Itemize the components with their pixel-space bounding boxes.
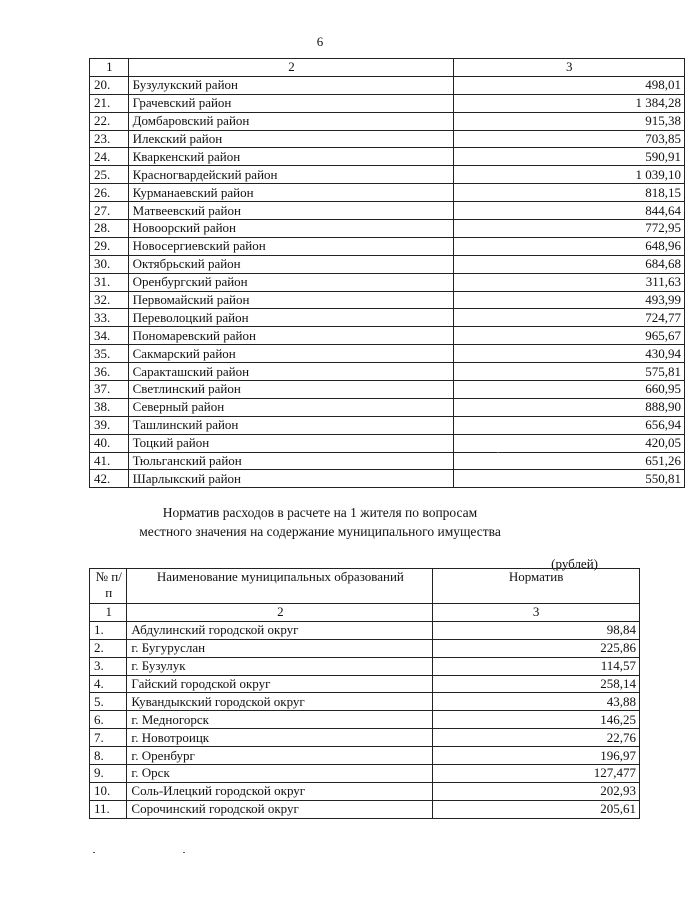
district-name: Грачевский район xyxy=(128,94,454,112)
table-row xyxy=(90,237,685,255)
scan-speck xyxy=(497,452,499,453)
norm-value: 498,01 xyxy=(454,76,685,94)
table-row xyxy=(90,398,685,416)
row-number: 30. xyxy=(90,255,129,273)
municipality-name: г. Бузулук xyxy=(127,657,433,675)
district-name: Ташлинский район xyxy=(128,416,454,434)
row-number: 27. xyxy=(90,202,129,220)
row-number: 29. xyxy=(90,237,129,255)
district-name: Тоцкий район xyxy=(128,434,454,452)
district-name: Первомайский район xyxy=(128,291,454,309)
row-number: 34. xyxy=(90,327,129,345)
norm-value: 311,63 xyxy=(454,273,685,291)
norm-value: 114,57 xyxy=(433,657,640,675)
norm-value: 703,85 xyxy=(454,130,685,148)
table-row xyxy=(90,148,685,166)
table-row xyxy=(90,657,640,675)
table-row xyxy=(90,416,685,434)
table-row xyxy=(90,166,685,184)
table-row xyxy=(90,765,640,783)
row-number: 21. xyxy=(90,94,129,112)
norm-value: 1 384,28 xyxy=(454,94,685,112)
row-number: 24. xyxy=(90,148,129,166)
row-number: 33. xyxy=(90,309,129,327)
norm-value: 146,25 xyxy=(433,711,640,729)
row-number: 4. xyxy=(90,675,127,693)
norm-value: 420,05 xyxy=(454,434,685,452)
municipality-name: г. Новотроицк xyxy=(127,729,433,747)
norm-value: 660,95 xyxy=(454,381,685,399)
table-row xyxy=(90,220,685,238)
row-number: 9. xyxy=(90,765,127,783)
municipality-name: Сорочинский городской округ xyxy=(127,800,433,818)
district-name: Илекский район xyxy=(128,130,454,148)
norm-value: 818,15 xyxy=(454,184,685,202)
row-number: 8. xyxy=(90,747,127,765)
table-row xyxy=(90,381,685,399)
district-name: Пономаревский район xyxy=(128,327,454,345)
norm-value: 196,97 xyxy=(433,747,640,765)
table-row xyxy=(90,327,685,345)
row-number: 42. xyxy=(90,470,129,488)
row-number: 32. xyxy=(90,291,129,309)
table-row xyxy=(90,675,640,693)
norm-value: 888,90 xyxy=(454,398,685,416)
row-number: 31. xyxy=(90,273,129,291)
index-cell: 3 xyxy=(433,604,640,622)
district-name: Кваркенский район xyxy=(128,148,454,166)
table-row xyxy=(90,94,685,112)
row-number: 23. xyxy=(90,130,129,148)
district-name: Новосергиевский район xyxy=(128,237,454,255)
table-index-row xyxy=(90,59,685,77)
index-cell: 3 xyxy=(454,59,685,77)
row-number: 7. xyxy=(90,729,127,747)
table-row xyxy=(90,452,685,470)
table-row xyxy=(90,273,685,291)
table-row xyxy=(90,184,685,202)
row-number: 5. xyxy=(90,693,127,711)
row-number: 11. xyxy=(90,800,127,818)
header-number: № п/п xyxy=(90,569,127,604)
row-number: 35. xyxy=(90,345,129,363)
row-number: 28. xyxy=(90,220,129,238)
municipality-name: Абдулинский городской округ xyxy=(127,621,433,639)
district-name: Бузулукский район xyxy=(128,76,454,94)
district-name: Новоорский район xyxy=(128,220,454,238)
norm-value: 724,77 xyxy=(454,309,685,327)
table-row xyxy=(90,255,685,273)
district-name: Красногвардейский район xyxy=(128,166,454,184)
row-number: 40. xyxy=(90,434,129,452)
norm-value: 98,84 xyxy=(433,621,640,639)
municipal-property-table xyxy=(89,568,640,819)
district-name: Шарлыкский район xyxy=(128,470,454,488)
table-row xyxy=(90,729,640,747)
index-cell: 2 xyxy=(128,59,454,77)
table-row xyxy=(90,621,640,639)
norm-value: 684,68 xyxy=(454,255,685,273)
district-name: Курманаевский район xyxy=(128,184,454,202)
norm-value: 1 039,10 xyxy=(454,166,685,184)
norm-value: 258,14 xyxy=(433,675,640,693)
municipality-name: Кувандыкский городской округ xyxy=(127,693,433,711)
table-caption-line-1: Норматив расходов в расчете на 1 жителя по вопросам xyxy=(162,505,478,520)
norm-value: 493,99 xyxy=(454,291,685,309)
municipality-name: г. Медногорск xyxy=(127,711,433,729)
table-row xyxy=(90,345,685,363)
table-row xyxy=(90,434,685,452)
row-number: 26. xyxy=(90,184,129,202)
scan-speck xyxy=(183,852,185,853)
row-number: 25. xyxy=(90,166,129,184)
row-number: 10. xyxy=(90,782,127,800)
header-name: Наименование муниципальных образований xyxy=(127,569,433,604)
municipality-name: г. Орск xyxy=(127,765,433,783)
district-name: Сакмарский район xyxy=(128,345,454,363)
index-cell: 2 xyxy=(127,604,433,622)
norm-value: 772,95 xyxy=(454,220,685,238)
municipality-name: г. Оренбург xyxy=(127,747,433,765)
header-value: Норматив xyxy=(433,569,640,604)
norm-value: 127,477 xyxy=(433,765,640,783)
norm-value: 915,38 xyxy=(454,112,685,130)
table-row xyxy=(90,291,685,309)
table-row xyxy=(90,309,685,327)
row-number: 39. xyxy=(90,416,129,434)
table-row xyxy=(90,711,640,729)
norm-value: 550,81 xyxy=(454,470,685,488)
row-number: 20. xyxy=(90,76,129,94)
table-row xyxy=(90,470,685,488)
row-number: 1. xyxy=(90,621,127,639)
table-row xyxy=(90,76,685,94)
row-number: 2. xyxy=(90,639,127,657)
table-row xyxy=(90,202,685,220)
table-row xyxy=(90,112,685,130)
row-number: 6. xyxy=(90,711,127,729)
table-row xyxy=(90,130,685,148)
municipality-name: Соль-Илецкий городской округ xyxy=(127,782,433,800)
district-name: Саракташский район xyxy=(128,363,454,381)
district-name: Домбаровский район xyxy=(128,112,454,130)
norm-value: 22,76 xyxy=(433,729,640,747)
norm-value: 590,91 xyxy=(454,148,685,166)
table-index-row xyxy=(90,604,640,622)
table-row xyxy=(90,639,640,657)
index-cell: 1 xyxy=(90,59,129,77)
row-number: 41. xyxy=(90,452,129,470)
row-number: 22. xyxy=(90,112,129,130)
norm-value: 844,64 xyxy=(454,202,685,220)
norm-value: 651,26 xyxy=(454,452,685,470)
scan-speck xyxy=(93,852,95,853)
districts-table xyxy=(89,58,685,488)
municipality-name: Гайский городской округ xyxy=(127,675,433,693)
row-number: 38. xyxy=(90,398,129,416)
row-number: 3. xyxy=(90,657,127,675)
district-name: Светлинский район xyxy=(128,381,454,399)
table-row xyxy=(90,363,685,381)
norm-value: 43,88 xyxy=(433,693,640,711)
table-caption-line-2: местного значения на содержание муниципального имущества xyxy=(139,524,501,539)
norm-value: 202,93 xyxy=(433,782,640,800)
norm-value: 965,67 xyxy=(454,327,685,345)
table-row xyxy=(90,747,640,765)
table-row xyxy=(90,782,640,800)
district-name: Тюльганский район xyxy=(128,452,454,470)
table-row xyxy=(90,693,640,711)
norm-value: 575,81 xyxy=(454,363,685,381)
table-row xyxy=(90,800,640,818)
district-name: Северный район xyxy=(128,398,454,416)
row-number: 36. xyxy=(90,363,129,381)
district-name: Матвеевский район xyxy=(128,202,454,220)
norm-value: 205,61 xyxy=(433,800,640,818)
table-header-row xyxy=(90,569,640,604)
unit-label: (рублей) xyxy=(551,556,598,571)
norm-value: 656,94 xyxy=(454,416,685,434)
row-number: 37. xyxy=(90,381,129,399)
district-name: Октябрьский район xyxy=(128,255,454,273)
district-name: Оренбургский район xyxy=(128,273,454,291)
index-cell: 1 xyxy=(90,604,127,622)
norm-value: 430,94 xyxy=(454,345,685,363)
norm-value: 225,86 xyxy=(433,639,640,657)
norm-value: 648,96 xyxy=(454,237,685,255)
page-number: 6 xyxy=(316,34,324,49)
district-name: Переволоцкий район xyxy=(128,309,454,327)
municipality-name: г. Бугуруслан xyxy=(127,639,433,657)
